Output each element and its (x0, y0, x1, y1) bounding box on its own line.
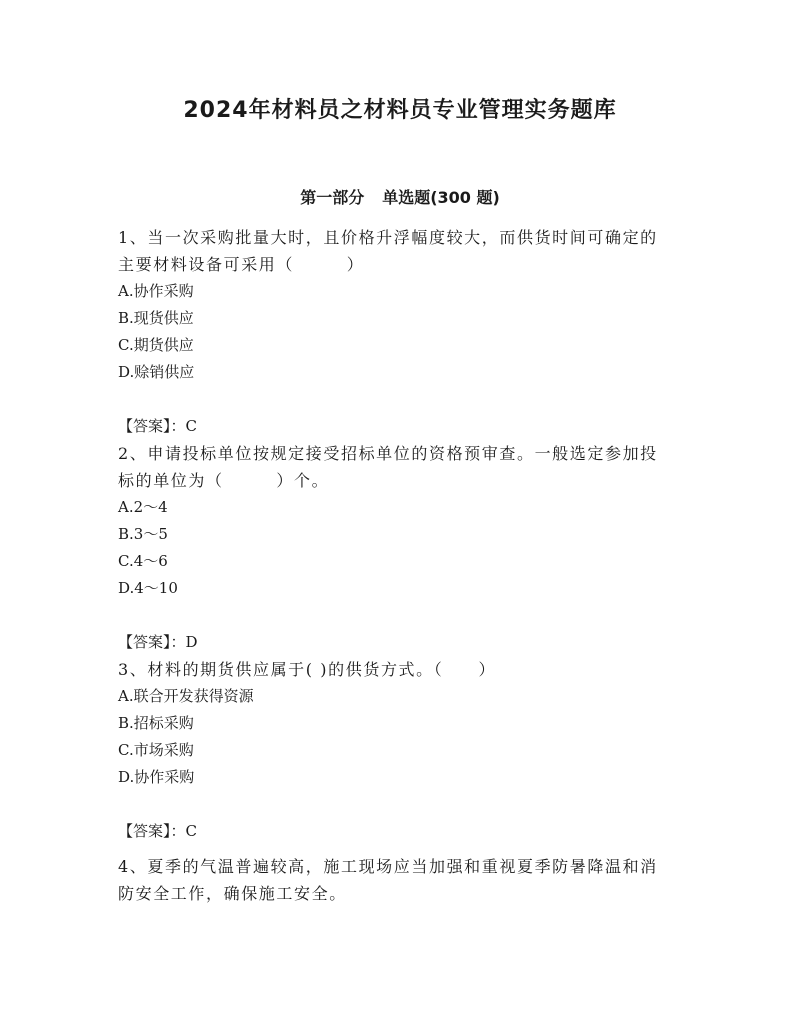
question-stem: 主要材料设备可采用（ ） (118, 255, 365, 274)
question-3 (118, 656, 680, 845)
question-stem: 2、申请投标单位按规定接受招标单位的资格预审查。一般选定参加投 (118, 444, 658, 463)
option-a: A.2～4 (118, 498, 168, 516)
option-b: B.现货供应 (118, 309, 194, 327)
document-title: 2024年材料员之材料员专业管理实务题库 (183, 98, 617, 123)
question-2 (118, 440, 680, 656)
answer-line: 【答案】：C (118, 417, 197, 435)
question-1 (118, 224, 680, 440)
section-heading (0, 185, 800, 208)
question-stem: 防安全工作，确保施工安全。 (118, 884, 347, 903)
option-d: D.4～10 (118, 579, 178, 597)
section-part: 第一部分 (300, 188, 365, 207)
option-d: D.赊销供应 (118, 363, 195, 381)
question-4 (118, 845, 680, 907)
answer-line: 【答案】：D (118, 633, 198, 651)
option-c: C.市场采购 (118, 741, 194, 759)
option-b: B.3～5 (118, 525, 168, 543)
option-a: A.协作采购 (118, 282, 194, 300)
question-stem: 4、夏季的气温普遍较高，施工现场应当加强和重视夏季防暑降温和消 (118, 857, 658, 876)
answer-line: 【答案】：C (118, 822, 197, 840)
option-d: D.协作采购 (118, 768, 195, 786)
section-name: 单选题(300 题) (382, 188, 500, 207)
option-b: B.招标采购 (118, 714, 194, 732)
question-list (118, 224, 680, 907)
question-stem: 3、材料的期货供应属于( )的供货方式。（ ） (118, 660, 497, 679)
question-stem: 标的单位为（ ）个。 (118, 471, 330, 490)
option-c: C.期货供应 (118, 336, 194, 354)
option-a: A.联合开发获得资源 (118, 687, 254, 705)
question-stem: 1、当一次采购批量大时，且价格升浮幅度较大，而供货时间可确定的 (118, 228, 658, 247)
option-c: C.4～6 (118, 552, 168, 570)
